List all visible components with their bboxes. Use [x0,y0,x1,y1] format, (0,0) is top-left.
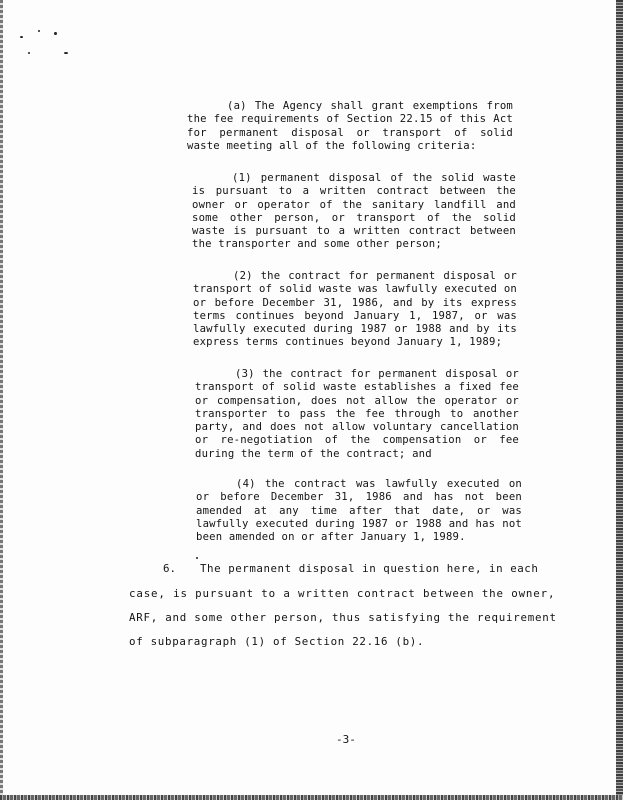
scan-edge-left [0,0,3,800]
page-number: -3- [336,733,356,746]
criterion-3-text: (3) the contract for permanent disposal or transport of solid waste establishes a fixed fee or compensation, does not allow the operator or transporter to pass the fee through to another party, and does not allow voluntary cancellation or re-negotiation of the compensation or fee during the term of the contract; and [195,368,519,460]
criterion-2-text: (2) the contract for permanent disposal or transport of solid waste was lawfully executed on or before December 31, 1986, and by its express terms continues beyond January 1, 1987, or was lawfully executed during 1987 or 1988 and by its express terms continues beyond January 1, 1989; [193,270,517,349]
criterion-2 [193,270,517,350]
scan-edge-right [616,0,623,800]
paragraph-6-line: case, is pursuant to a written contract between the owner, [129,587,556,600]
scan-speck [64,52,68,54]
scan-speck [20,36,23,38]
paragraph-6-line: of subparagraph (1) of Section 22.16 (b). [129,635,425,648]
criterion-3 [195,368,519,461]
scan-edge-bottom [0,795,623,800]
paragraph-a-text: (a) The Agency shall grant exemptions from the fee requirements of Section 22.15 of this Act for permanent disposal or transport of solid waste meeting all of the following criteria: [187,100,513,152]
scan-speck [28,52,30,54]
paragraph-6-line: The permanent disposal in question here, in each [200,562,539,575]
paragraph-6-number: 6. [163,562,177,575]
criterion-4-text: (4) the contract was lawfully executed on or before December 31, 1986 and has not been amended at any time after that date, or was lawfully executed during 1987 or 1988 and has not been amended on or after January 1, 1989. [196,478,522,544]
paragraph-6-line: ARF, and some other person, thus satisfying the requirement [129,611,557,624]
criterion-1-text: (1) permanent disposal of the solid waste is pursuant to a written contract between the owner or operator of the sanitary landfill and some other person, or transport of the solid waste is pursuant to a written contract between the transporter and some other person; [192,172,516,251]
paragraph-a [187,100,513,153]
scan-speck [54,32,57,35]
criterion-4 [196,478,522,544]
scan-speck [38,30,40,32]
scan-speck [196,557,198,559]
criterion-1 [192,172,516,252]
